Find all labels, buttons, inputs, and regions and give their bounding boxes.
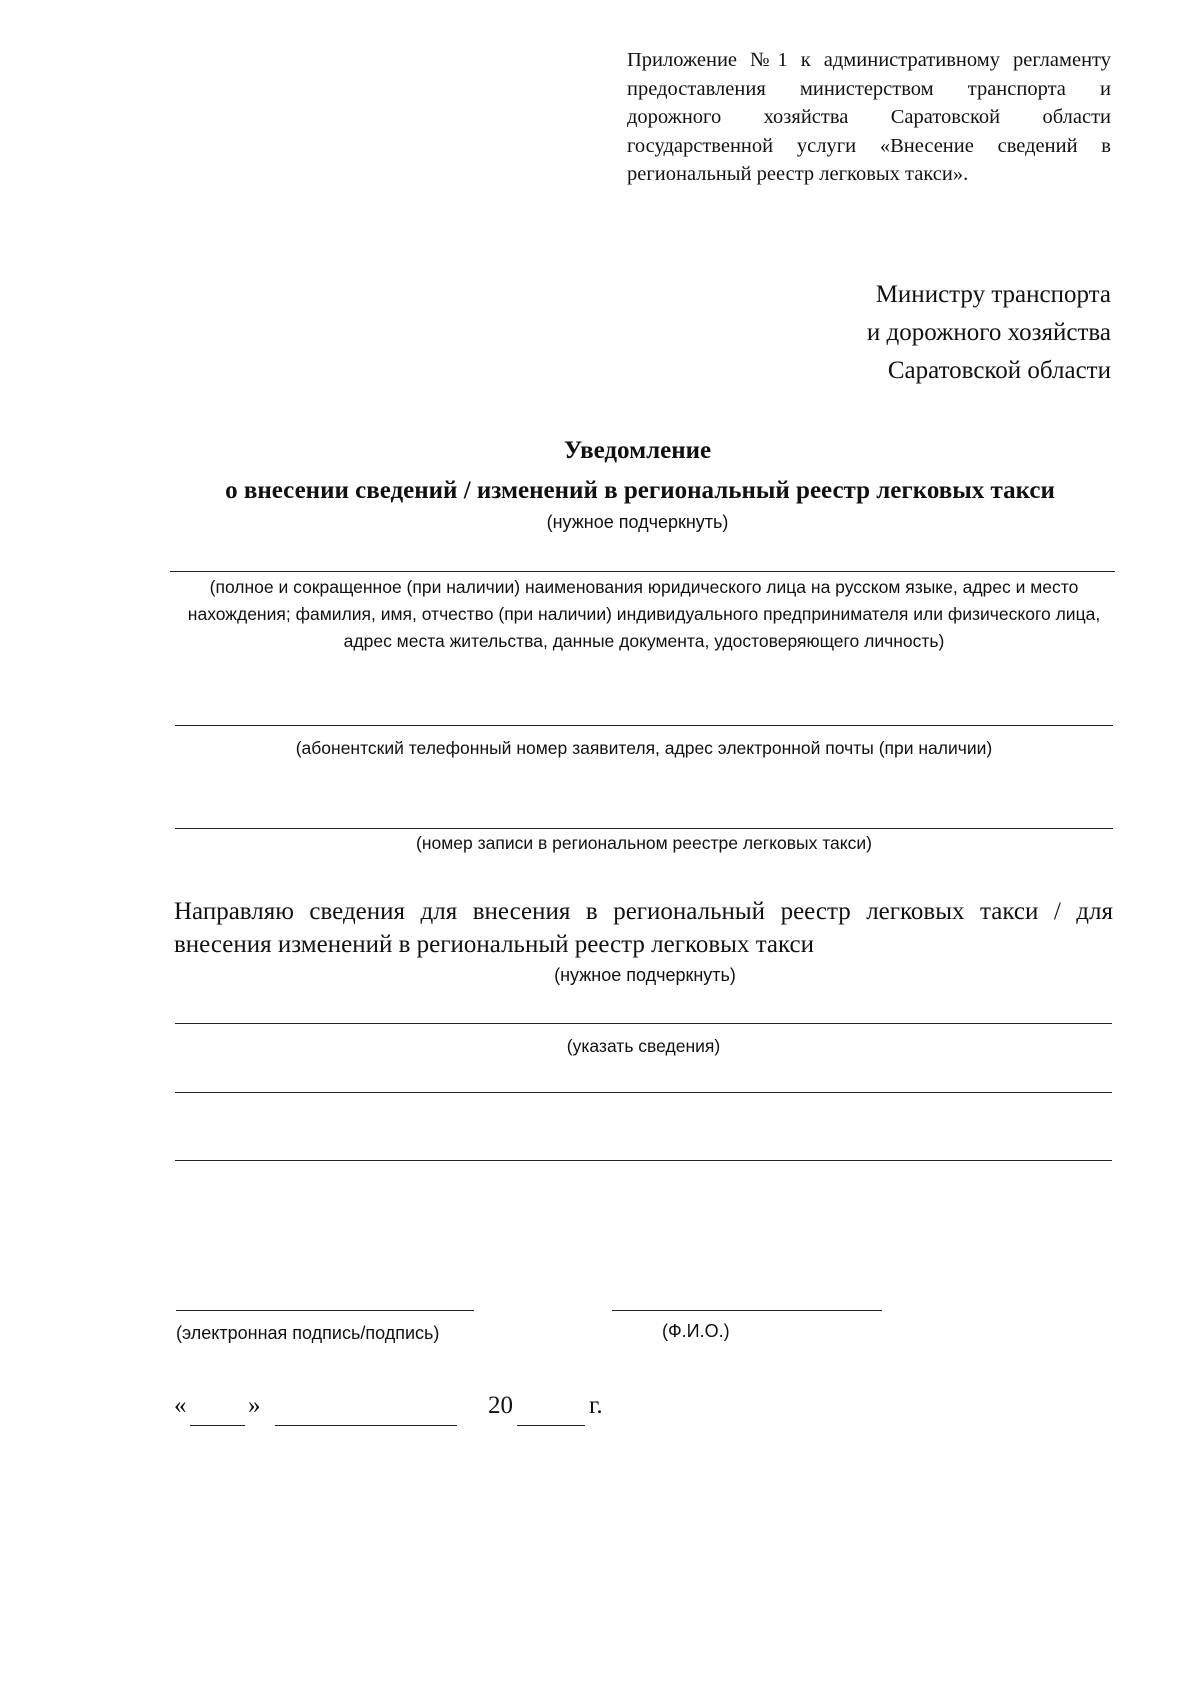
document-title: Уведомление: [563, 437, 712, 464]
title-hint: (нужное подчеркнуть): [546, 512, 729, 532]
addressee-line-2: и дорожного хозяйства: [866, 319, 1111, 346]
date-year-line[interactable]: [517, 1425, 585, 1426]
contact-field-caption: (абонентский телефонный номер заявителя, адрес электронной почты (при наличии): [295, 738, 993, 758]
record-number-field-caption: (номер записи в региональном реестре легковых такси): [416, 833, 872, 853]
addressee: [867, 276, 1111, 390]
signature-caption: (электронная подпись/подпись): [176, 1323, 440, 1343]
applicant-field-line[interactable]: [170, 571, 1115, 572]
date-close-quote: »: [248, 1392, 261, 1419]
date-month-line[interactable]: [275, 1425, 457, 1426]
contact-field-line[interactable]: [175, 725, 1113, 726]
date-year-suffix: г.: [589, 1392, 603, 1419]
details-field-line-1[interactable]: [175, 1023, 1112, 1024]
addressee-line-1: Министру транспорта: [875, 281, 1111, 308]
addressee-line-3: Саратовской области: [887, 357, 1111, 384]
date-open-quote: «: [174, 1392, 187, 1419]
statement-hint: (нужное подчеркнуть): [554, 965, 736, 985]
request-statement: Направляю сведения для внесения в региональный реестр легковых такси / для внесения изменений в региональный реестр легковых такси: [174, 898, 1113, 958]
details-field-line-2[interactable]: [175, 1092, 1112, 1093]
details-field-caption: (указать сведения): [566, 1036, 721, 1056]
applicant-field-caption: (полное и сокращенное (при наличии) наименования юридического лица на русском языке, адрес и место нахождения; фамилия, имя, отчество (при наличии) индивидуального предпринимателя или физического лица, адрес места жительства, данные документа, удостоверяющего личность): [187, 577, 1101, 651]
document-subtitle: о внесении сведений / изменений в региональный реестр легковых такси: [225, 477, 1055, 504]
signature-line[interactable]: [176, 1310, 474, 1311]
record-number-field-line[interactable]: [175, 828, 1113, 829]
appendix-note: Приложение №1 к административному регламенту предоставления министерством транспорта и дорожного хозяйства Саратовской области государственной услуги «Внесение сведений в региональный реестр легковых такси».: [627, 49, 1111, 185]
full-name-line[interactable]: [612, 1310, 882, 1311]
date-year-prefix: 20: [488, 1392, 513, 1419]
date-day-line[interactable]: [190, 1425, 245, 1426]
full-name-caption: (Ф.И.О.): [662, 1321, 730, 1341]
details-field-line-3[interactable]: [175, 1160, 1112, 1161]
